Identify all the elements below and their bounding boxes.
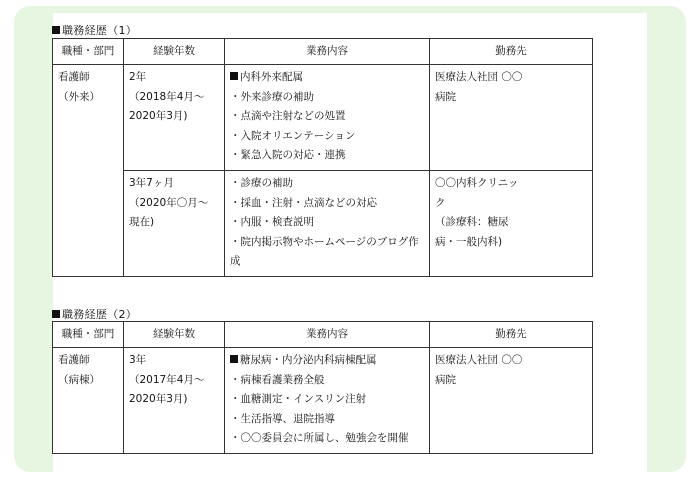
duties-cell <box>225 170 430 276</box>
table-row <box>53 65 593 171</box>
duty-item: ・ 血糖測定・インスリン注射 <box>230 390 424 410</box>
employer-cell: 医療法人社団 〇〇 病院 <box>430 348 593 454</box>
header-years: 経験年数 <box>124 39 225 65</box>
header-role: 職種・部門 <box>53 322 124 348</box>
years-cell: 2年 （2018年4月～ 2020年3月) <box>124 65 225 171</box>
table-header-row <box>53 39 593 65</box>
duty-item: ・ 外来診療の補助 <box>230 88 424 108</box>
duty-item: ・ 採血・注射・点滴などの対応 <box>230 194 424 214</box>
header-years: 経験年数 <box>124 322 225 348</box>
duty-heading: 糖尿病・内分泌内科病棟配属 <box>230 351 424 371</box>
square-bullet-icon <box>52 26 60 34</box>
role-cell: 看護師 （病棟） <box>53 348 124 454</box>
table-header-row <box>53 322 593 348</box>
duty-item: ・ 生活指導、退院指導 <box>230 410 424 430</box>
duty-item: ・ 緊急入院の対応・連携 <box>230 146 424 166</box>
duties-cell <box>225 348 430 454</box>
role-cell: 看護師 （外来） <box>53 65 124 277</box>
employer-cell: 医療法人社団 〇〇 病院 <box>430 65 593 171</box>
header-employer: 勤務先 <box>430 322 593 348</box>
duty-item: ・ 内服・検査説明 <box>230 213 424 233</box>
section-title-2: 職務経歴（2） <box>52 306 137 322</box>
duty-item: ・ 院内掲示物やホームページのブログ作成 <box>230 233 424 272</box>
years-cell: 3年7ヶ月 （2020年〇月～ 現在) <box>124 170 225 276</box>
square-bullet-icon <box>52 310 60 318</box>
employer-cell: 〇〇内科クリニッ ク （診療科：糖尿 病・一般内科) <box>430 170 593 276</box>
table-row <box>53 170 593 276</box>
duty-heading: 内科外来配属 <box>230 68 424 88</box>
header-duties: 業務内容 <box>225 322 430 348</box>
duty-item: ・ 入院オリエンテーション <box>230 127 424 147</box>
header-employer: 勤務先 <box>430 39 593 65</box>
duty-item: ・ 診療の補助 <box>230 174 424 194</box>
header-role: 職種・部門 <box>53 39 124 65</box>
duty-item: ・ 点滴や注射などの処置 <box>230 107 424 127</box>
section-title-1: 職務経歴（1） <box>52 22 137 38</box>
duty-item: ・ 〇〇委員会に所属し、勉強会を開催 <box>230 429 424 449</box>
duties-cell <box>225 65 430 171</box>
duty-item: ・ 病棟看護業務全般 <box>230 371 424 391</box>
header-duties: 業務内容 <box>225 39 430 65</box>
table-row <box>53 348 593 454</box>
years-cell: 3年 （2017年4月～ 2020年3月) <box>124 348 225 454</box>
career-table-2 <box>52 321 593 454</box>
career-table-1 <box>52 38 593 277</box>
